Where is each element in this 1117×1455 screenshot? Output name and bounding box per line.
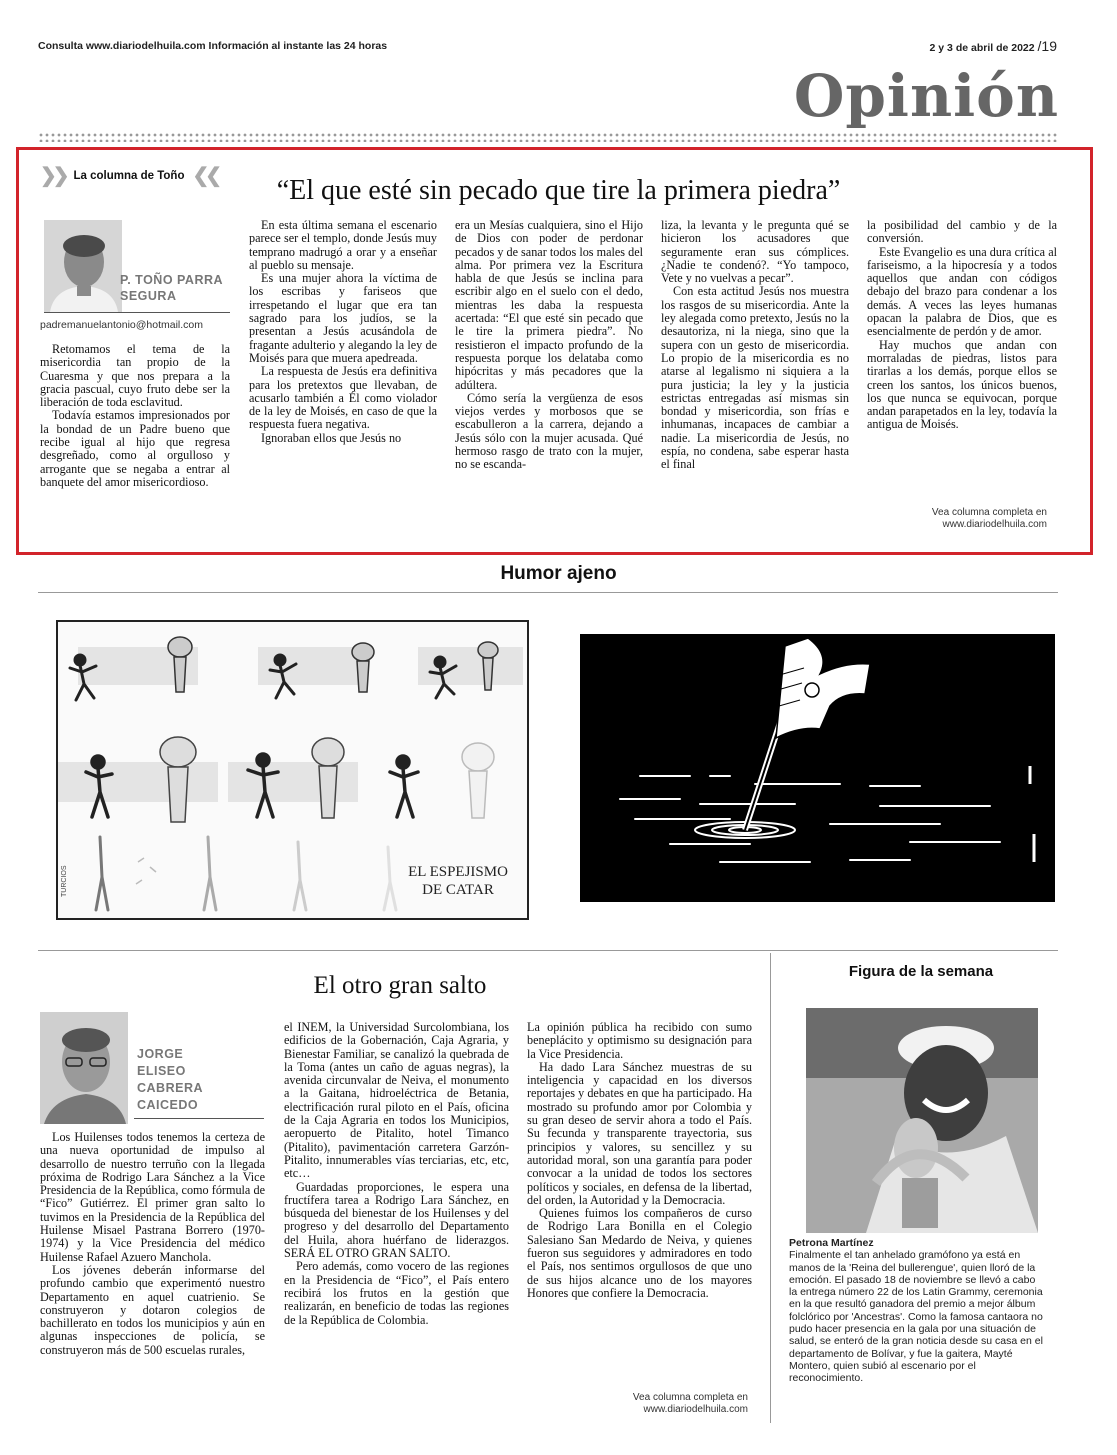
paragraph: la posibilidad del cambio y de la conversión. [867,218,1057,246]
humor-section-title: Humor ajeno [500,563,617,584]
header-date [930,38,1057,54]
chevron-left-icon: ❮❮ [192,165,218,187]
paragraph: La respuesta de Jesús era definitiva para los pretextos que llevaban, de acusarlo también a Él como violador de la ley de Moisés, en caso de que la respuesta fuera negativa. [249,364,437,432]
figure-caption-text: Finalmente el tan anhelado gramófono ya está en manos de la 'Reina del bullerengue', quien lloró de la emoción. El pasado 18 de noviembre se llevó a cabo la entrega número 22 de los Latin Grammy, ceremonia en la que resultó ganadora del premio a mejor álbum folclórico por 'Ancestras'. Como la famosa cantaora no pudo hacer presencia en la gala por una situación de salud, se enteró de la gran noticia desde su casa en el departamento de Bolívar, y fue la gaitera, Mayté Montero, quien subió al escenario por el reconocimiento. [789,1249,1043,1385]
author-name-line3: CABRERA [137,1081,203,1095]
author-name-line2: ELISEO [137,1064,186,1078]
paragraph: La opinión pública ha recibido con sumo beneplácito y optimismo su designación para la Vice Presidencia. [527,1020,752,1061]
figure-caption [789,1237,1044,1385]
see-more-link[interactable] [867,507,1047,531]
author-portrait-image [40,1012,128,1124]
author-name-line2: SEGURA [120,289,177,303]
see-more-url[interactable]: www.diariodelhuila.com [643,1404,748,1415]
column-text-col1 [40,1131,265,1357]
see-more-text: Vea columna completa en [632,1392,748,1403]
column-headline: “El que esté sin pecado que tire la primera piedra” [276,175,841,206]
chevron-right-icon: ❯❯ [40,165,66,187]
cartoon-caption-line1: EL ESPEJISMO [408,864,508,880]
author-name-line1: P. TOÑO PARRA [120,273,224,287]
section-rule [38,592,1058,593]
cartoon-flag-in-water [580,634,1055,902]
paragraph: Pero además, como vocero de las regiones en la Presidencia de “Fico”, el País entero recibirá los frutos en la gestión que realizarán, en beneficio de todas las regiones de la República de Colombia. [284,1259,509,1327]
figure-of-week-title: Figura de la semana [848,963,994,980]
column-text-col5 [867,219,1057,432]
paragraph: Los Huilenses todos tenemos la certeza de una nueva oportunidad de impulso al desarrollo de nuestro terruño con la llegada próxima de Rodrigo Lara Sánchez a la Vice Presidencia de la República, como fórmula de “Fico” Gutiérrez. El primer gran salto lo tuvimos en la Presidencia de la República del Huilense Misael Pastrana Borrero (1970-1974) y la Vice Presidencia del médico Huilense Rafael Azuero Manchola. [40,1130,265,1264]
column-text-col1 [40,343,230,489]
dotted-divider [38,132,1058,142]
column-text-col4 [661,219,849,472]
paragraph: Los jóvenes deberán informarse del profundo cambio que experimentó nuestro Departamento en aquel cuatrienio. Se construyeron y dotaron colegios de bachillerato en todos los municipios y aún en algunas inspecciones de policía, se construyeron más de 500 escuelas rurales, [40,1262,265,1357]
figure-photo [806,1008,1038,1233]
paragraph: Guardadas proporciones, le espera una fructífera tarea a Rodrigo Lara Sánchez, en búsqueda del bienestar de los Huilenses y del progreso y del desarrollo del Departamento del Huila, ahora huérfano de liderazgos. SERÁ EL OTRO GRAN SALTO. [284,1179,509,1261]
header-tagline: Consulta www.diariodelhuila.com Información al instante las 24 horas [38,40,388,52]
section-rule [38,950,1058,951]
paragraph: Ha dado Lara Sánchez muestras de su inteligencia y capacidad en los diversos reportajes y debates en que ha participado. Ha mostrado su profundo amor por Colombia y su gran deseo de servir ahora a todo el País. Su fecunda y transparente trayectoria, sus principios y valores, su sencillez y su autoridad moral, son una garantía para poder convocar a la unidad de todos los sectores políticos y sociales, en defensa de la libertad, del orden, la Autoridad y la Democracia. [527,1059,752,1207]
author-name-2 [137,1046,203,1114]
paragraph: el INEM, la Universidad Surcolombiana, los edificios de la Gobernación, Caja Agraria, y Bienestar Familiar, se canalizó la quebrada de la Toma (antes un caño de aguas negras), la avenida circunvalar de Neiva, el monumento a la Gaitana, hidroeléctrica de Betania, electrificación rural piloto en el País, oficina de la Caja Agraria en todos los Municipios, aeropuerto de Pitalito, hotel Timanco (Pitalito), pavimentación carretera Garzón-Pitalito, innumerables vías terciarias, etc, etc, etc… [284,1020,509,1181]
column-headline-2: El otro gran salto [313,972,487,999]
paragraph: Con esta actitud Jesús nos muestra los rasgos de su misericordia. Ante la ley alegada como pretexto, Jesús no la desautoriza, ni la niega, sino que la supera con un gesto de misericordia. Lo propio de la misericordia es no atarse al legalismo ni siquiera a la pura justicia; la ley y la justicia estrictas entregadas así mismas sin bondad y misericordia, son frías e inhumanas, incapaces de cambiar a nadie. La misericordia de Jesús, no espía, no condena, sabe esperar hasta el final [661,284,849,472]
author-name-line4: CAICEDO [137,1098,199,1112]
column-text-col3 [455,219,643,472]
paragraph: Quienes fuimos los compañeros de curso de Rodrigo Lara Bonilla en el Colegio Salesiano San Medardo de Neiva, y quienes fueron sus seguidores y admiradores en todo el País, nos sentimos orgullosos de que uno de sus hijos alcance uno de los mayores Honores que confiere la Democracia. [527,1206,752,1300]
author-portrait-image [44,220,122,312]
author-name-line1: JORGE [137,1047,184,1061]
paragraph: liza, la levanta y le pregunta qué se hicieron los acusadores que seguramente eran sus cómplices. ¿Nadie te condenó?. “Yo tampoco, Vete y no vuelvas a pecar”. [661,218,849,286]
paragraph: Ignoraban ellos que Jesús no [261,430,402,445]
date-text: 2 y 3 de abril de 2022 [929,42,1035,54]
column-text-col2 [249,219,437,445]
page-number: /19 [1037,38,1057,54]
cartoon-drawing [58,622,527,918]
paragraph: Este Evangelio es una dura crítica al fariseismo, a la hipocresía y a todos aquellos que andan con códigos debajo del brazo para condenar a los demás. A veces las leyes humanas opacan la palabra de Dios, que es esencialmente de perdón y de amor. [867,244,1057,339]
column-divider [770,953,771,1423]
figure-portrait-image [806,1008,1038,1233]
paragraph: Todavía estamos impresionados por la bondad de un Padre bueno que recibe igual al hijo que regresa desgreñado, como al orgulloso y arrogante que se negaba a entrar al banquete del amor misericordioso. [40,408,230,489]
author-rule [134,1118,264,1119]
paragraph: En esta última semana el escenario parece ser el templo, donde Jesús muy temprano madrugó a orar y a enseñar al pueblo su mensaje. [249,218,437,272]
author-photo-2 [40,1012,128,1124]
author-email: padremanuelantonio@hotmail.com [40,319,204,331]
paragraph: Retomamos el tema de la misericordia tan propio de la Cuaresma y que nos prepara a la gracia pascual, cuyo fruto debe ser la liberación de toda esclavitud. [40,342,230,410]
see-more-text: Vea columna completa en [931,507,1047,518]
cartoon-el-espejismo [56,620,529,920]
see-more-link[interactable] [560,1392,748,1416]
cartoon-drawing [580,634,1055,902]
column-text-col2 [284,1021,509,1327]
author-name [120,272,223,304]
author-rule [44,312,230,313]
column-text-col3 [527,1021,752,1300]
figure-name: Petrona Martínez [789,1237,874,1249]
paragraph: Cómo sería la vergüenza de esos viejos verdes y morbosos que se escabulleron a la carrera, dejando a Jesús sólo con la mujer acusada. Qué hermoso rasgo de trato con la mujer, no se escanda- [455,390,643,472]
kicker-label: La columna de Toño [73,169,185,182]
paragraph: era un Mesías cualquiera, sino el Hijo de Dios con poder de perdonar pecados y de sanar todos los males del alma. Por primera vez la Escritura habla de que Jesús se inclina para escribir algo en el suelo con el dedo, mientras les daba la respuesta acertada: “El que esté sin pecado que le tire la primera piedra”. No resistieron el impacto profundo de la respuesta porque los delataba como hipócritas y más pecadores que la adúltera. [455,218,643,392]
paragraph: Es una mujer ahora la víctima de los escribas y fariseos que irrespetando el lugar que era tan sagrado para los judíos, se la presentan a Jesús acusándola de fragante adulterio y alegando la ley de Moisés para que muera apedreada. [249,271,437,365]
cartoon-caption-line2: DE CATAR [422,882,494,898]
section-title: Opinión [793,62,1059,130]
author-photo [44,220,122,312]
see-more-url[interactable]: www.diariodelhuila.com [942,519,1047,530]
cartoon-signature: TURCIOS [61,865,68,897]
paragraph: Hay muchos que andan con morraladas de piedras, listos para tirarlas a los demás, porque ellos se creen los santos, los únicos buenos, los que nunca se equivocan, porque andan parapetados en la ley, todavía la antigua de Moisés. [867,337,1057,432]
